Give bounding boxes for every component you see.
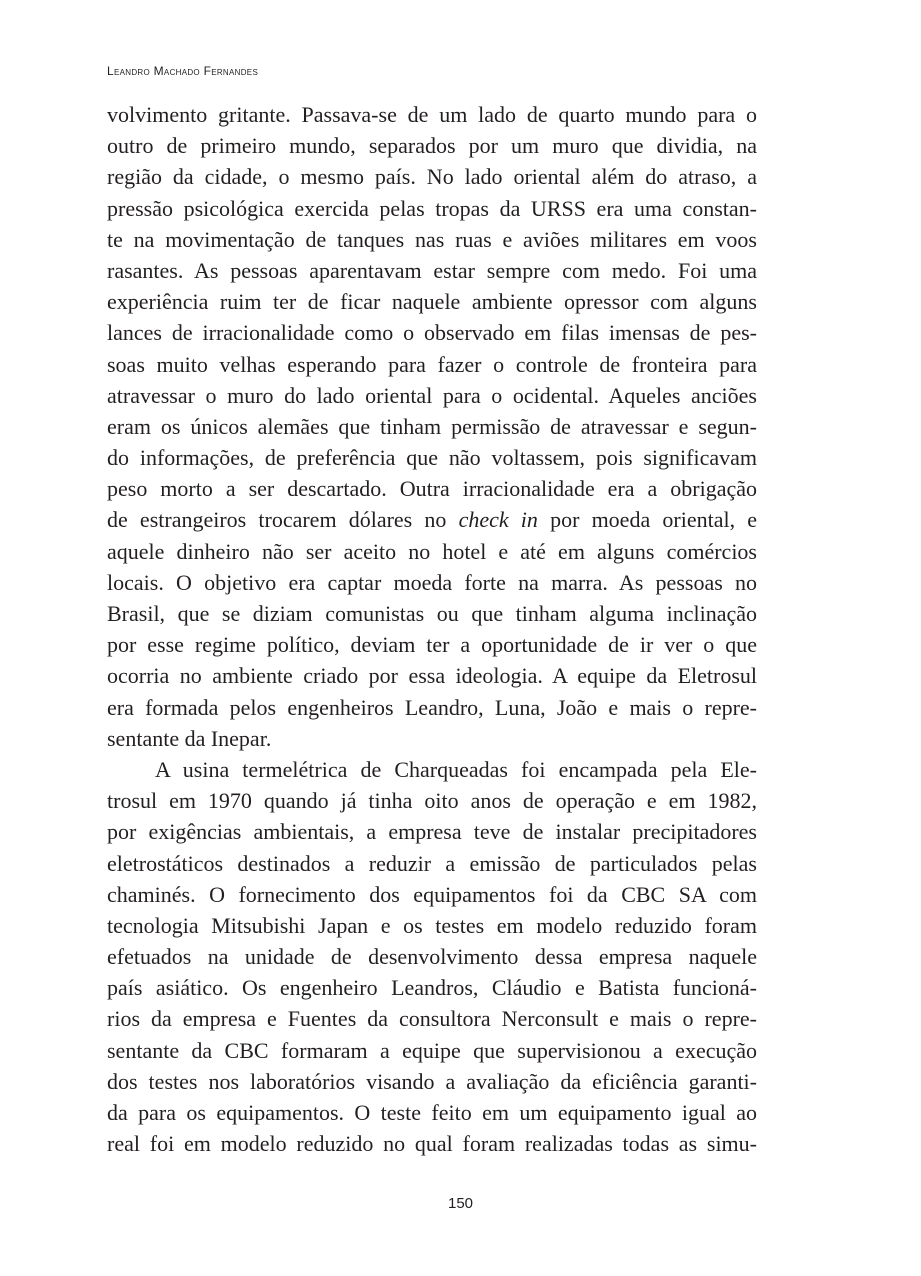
text-line: Brasil, que se diziam comunistas ou que tinham alguma inclinação [107,601,757,626]
text-line: locais. O objetivo era captar moeda forte na marra. As pessoas no [107,569,757,595]
text-line: volvimento gritante. Passava-se de um lado de quarto mundo para o [107,102,757,127]
text-line: região da cidade, o mesmo país. No lado oriental além do atraso, a [107,164,757,190]
text-line: sentante da CBC formaram a equipe que supervisionou a execução [107,1037,757,1063]
text-line-with-italic [107,504,757,535]
text-line: A usina termelétrica de Charqueadas foi encampada pela Ele- [155,756,757,782]
text-line: soas muito velhas esperando para fazer o controle de fronteira para [107,351,757,377]
text-line: dos testes nos laboratórios visando a avaliação da eficiência garanti- [107,1068,757,1094]
text-segment: de estrangeiros trocarem dólares no [107,507,459,533]
text-line: era formada pelos engenheiros Leandro, Luna, João e mais o repre- [107,694,757,720]
text-line: rios da empresa e Fuentes da consultora Nerconsult e mais o repre- [107,1006,757,1032]
text-line: aquele dinheiro não ser aceito no hotel e até em alguns comércios [107,538,757,564]
paragraph-2 [107,754,757,1159]
text-line: peso morto a ser descartado. Outra irracionalidade era a obrigação [107,476,757,502]
text-line: experiência ruim ter de ficar naquele ambiente opressor com alguns [107,289,757,315]
text-line: rasantes. As pessoas aparentavam estar sempre com medo. Foi uma [107,257,757,283]
text-line: outro de primeiro mundo, separados por um muro que dividia, na [107,133,757,159]
text-line: real foi em modelo reduzido no qual foram realizadas todas as simu- [107,1131,757,1157]
text-segment: por moeda oriental, e [537,507,757,533]
text-line: trosul em 1970 quando já tinha oito anos de operação e em 1982, [107,788,757,814]
text-line: sentante da Inepar. [107,725,272,751]
text-line: país asiático. Os engenheiro Leandros, Cláudio e Batista funcioná- [107,975,757,1001]
text-line: eletrostáticos destinados a reduzir a emissão de particulados pelas [107,850,757,876]
text-line: ocorria no ambiente criado por essa ideologia. A equipe da Eletrosul [107,663,757,689]
text-line: por esse regime político, deviam ter a oportunidade de ir ver o que [107,632,757,658]
text-line: pressão psicológica exercida pelas tropas da URSS era uma constan- [107,195,757,221]
paragraph-1 [107,99,757,754]
page-number: 150 [447,1195,474,1212]
text-line: chaminés. O fornecimento dos equipamentos foi da CBC SA com [107,881,757,907]
text-line: efetuados na unidade de desenvolvimento dessa empresa naquele [107,944,757,970]
text-line: tecnologia Mitsubishi Japan e os testes em modelo reduzido foram [107,912,757,938]
text-line: lances de irracionalidade como o observado em filas imensas de pes- [107,320,757,346]
text-line: te na movimentação de tanques nas ruas e aviões militares em voos [107,226,757,252]
text-line: atravessar o muro do lado oriental para o ocidental. Aqueles anciões [107,382,757,408]
text-line: por exigências ambientais, a empresa teve de instalar precipitadores [107,819,757,845]
text-line: do informações, de preferência que não voltassem, pois significavam [107,445,757,471]
text-line: eram os únicos alemães que tinham permissão de atravessar e segun- [107,413,757,439]
running-head: Leandro Machado Fernandes [107,64,259,78]
italic-term: check in [458,507,538,533]
text-line: da para os equipamentos. O teste feito em um equipamento igual ao [107,1100,757,1125]
body-text [107,99,757,1159]
